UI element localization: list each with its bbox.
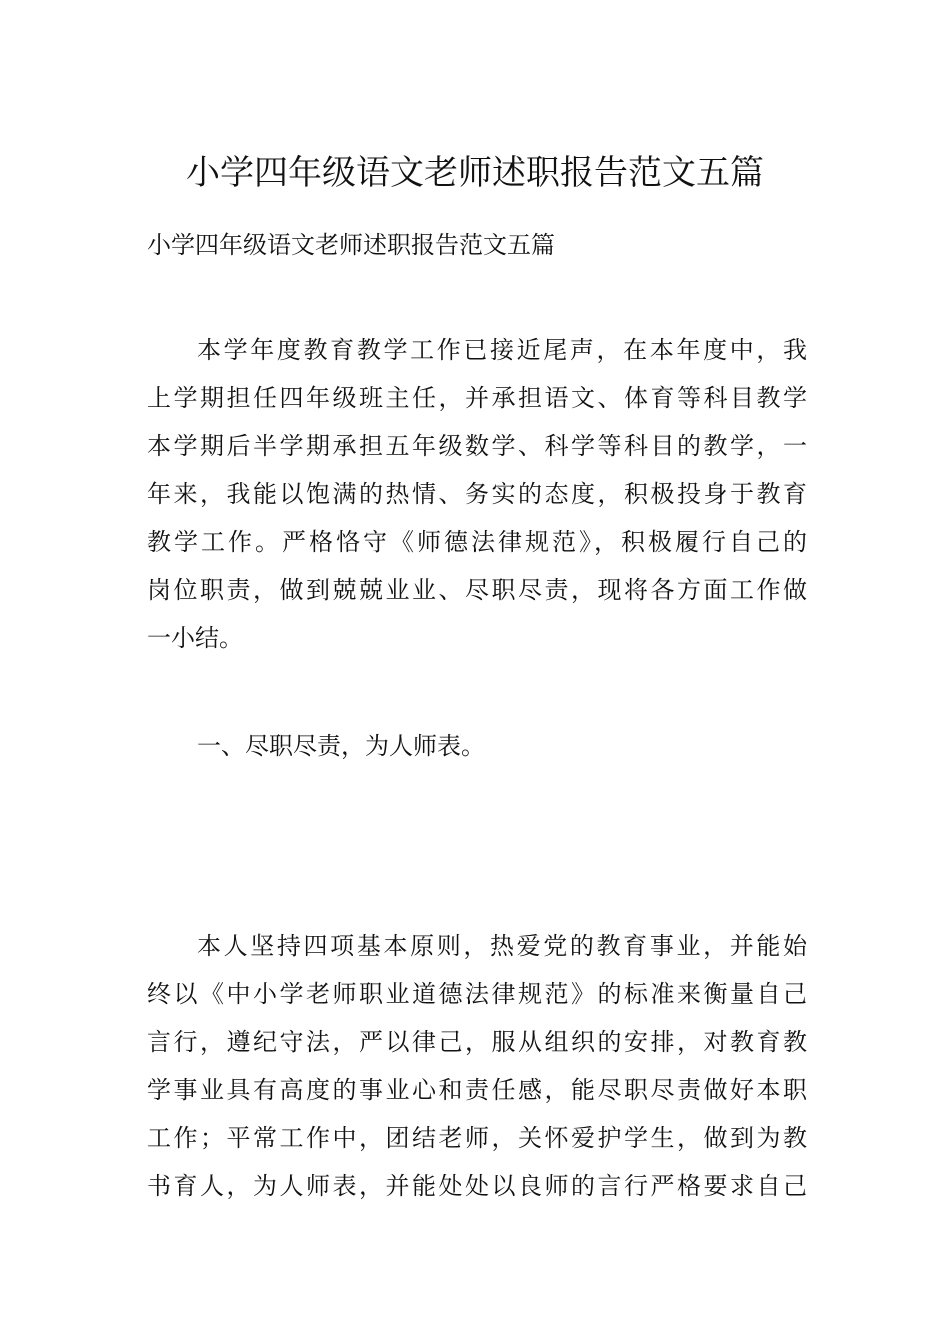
- paragraph-line: 终以《中小学老师职业道德法律规范》的标准来衡量自己: [147, 980, 807, 1008]
- paragraph-line: 岗位职责，做到兢兢业业、尽职尽责，现将各方面工作做: [147, 576, 807, 604]
- paragraph-line: 书育人，为人师表，并能处处以良师的言行严格要求自己: [147, 1172, 807, 1200]
- paragraph-line: 一小结。: [147, 624, 243, 652]
- paragraph-line: 工作；平常工作中，团结老师，关怀爱护学生，做到为教: [147, 1124, 807, 1152]
- paragraph-line: 本人坚持四项基本原则，热爱党的教育事业，并能始: [197, 932, 807, 960]
- paragraph-intro: [147, 326, 807, 662]
- paragraph-line: 言行，遵纪守法，严以律己，服从组织的安排，对教育教: [147, 1028, 807, 1056]
- paragraph-line: 上学期担任四年级班主任，并承担语文、体育等科目教学: [147, 384, 807, 412]
- paragraph-line: 学事业具有高度的事业心和责任感，能尽职尽责做好本职: [147, 1076, 807, 1104]
- paragraph-line: 年来，我能以饱满的热情、务实的态度，积极投身于教育: [147, 480, 807, 508]
- paragraph-line: 本学年度教育教学工作已接近尾声，在本年度中，我: [197, 336, 807, 364]
- paragraph-line: 教学工作。严格恪守《师德法律规范》，积极履行自己的: [147, 528, 807, 556]
- document-title: 小学四年级语文老师述职报告范文五篇: [186, 152, 764, 193]
- document-subtitle: 小学四年级语文老师述职报告范文五篇: [147, 231, 555, 259]
- section-heading-text: 一、尽职尽责，为人师表。: [197, 732, 485, 760]
- paragraph-line: 本学期后半学期承担五年级数学、科学等科目的教学，一: [147, 432, 807, 460]
- paragraph-section-1: [147, 922, 807, 1210]
- section-heading: [147, 722, 807, 770]
